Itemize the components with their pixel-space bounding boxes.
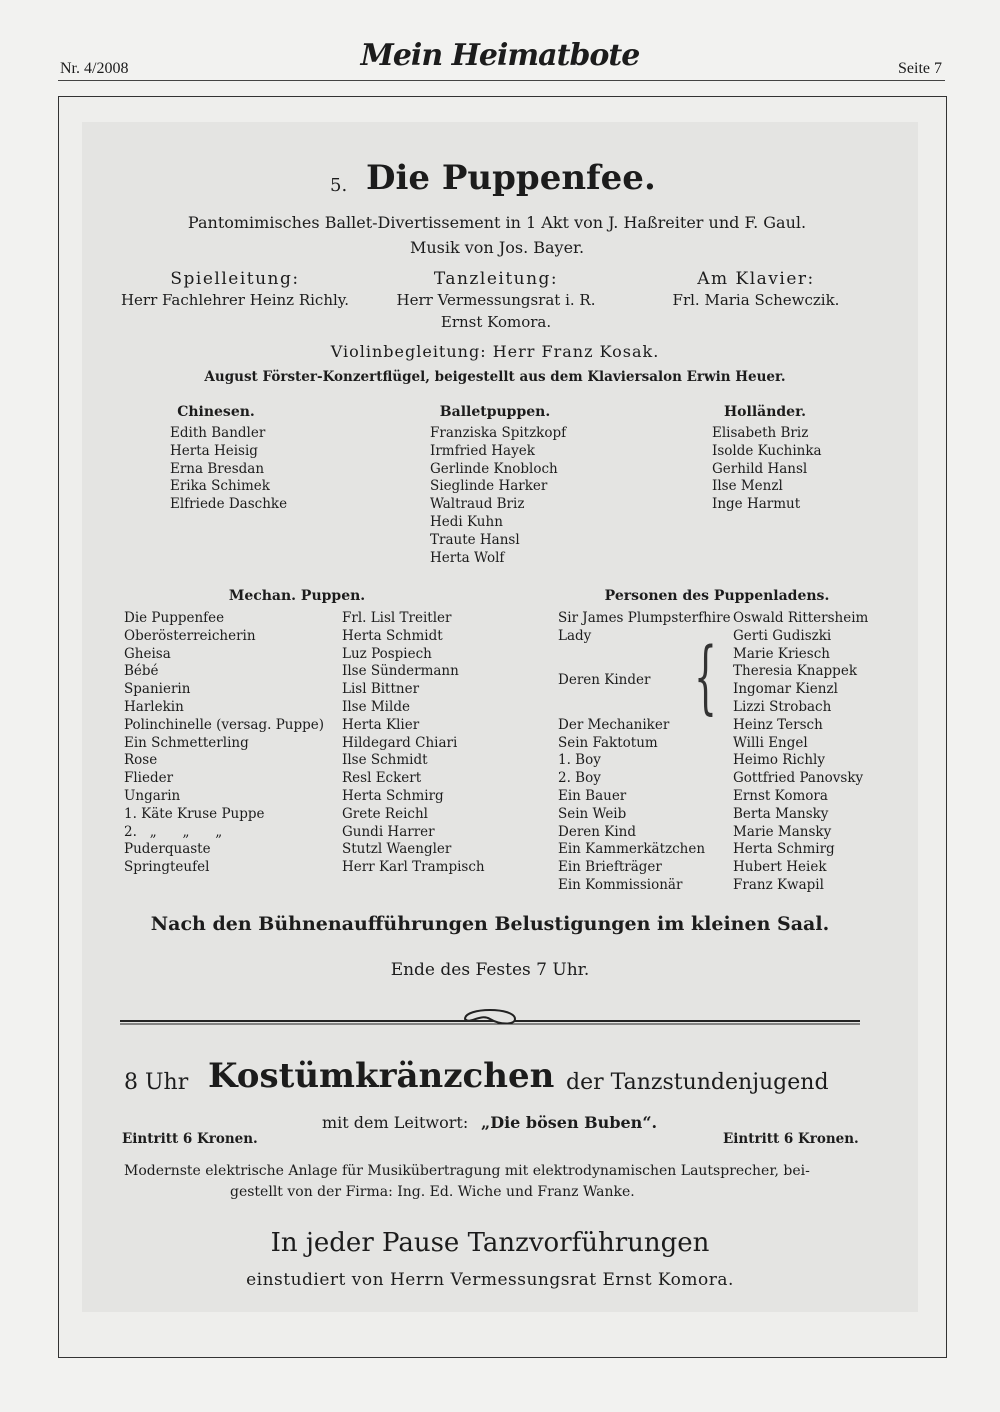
list-item: Herta Schmirg (733, 841, 835, 858)
list-item: Ein Schmetterling (124, 734, 249, 751)
list-item: Erika Schimek (170, 478, 270, 495)
list-item: Ein Kammerkätzchen (558, 841, 706, 858)
list-item: 2. „ „ „ (124, 823, 223, 840)
list-item: Franziska Spitzkopf (430, 425, 567, 441)
list-item: Sein Faktotum (558, 734, 658, 751)
list-item: Gerlinde Knobloch (430, 460, 558, 477)
list-item: Ein Kommissionär (558, 876, 683, 893)
chinesen-list (170, 425, 287, 514)
hollaender-heading: Holländer. (723, 404, 807, 420)
list-item: Sein Weib (558, 805, 627, 822)
list-item: Springteufel (124, 859, 210, 876)
list-item: Hedi Kuhn (430, 513, 503, 530)
list-item: Ilse Milde (342, 698, 410, 715)
list-item: Die Puppenfee (124, 610, 225, 626)
list-item: Edith Bandler (170, 425, 266, 441)
programme-title: Die Puppenfee. (366, 158, 656, 198)
list-item: Ingomar Kienzl (733, 681, 838, 698)
list-item: 1. Boy (558, 752, 601, 769)
piano-note: August Förster-Konzertflügel, beigestellt aus dem Klaviersalon Erwin Heuer. (204, 369, 786, 385)
list-item: Herta Schmirg (342, 787, 444, 804)
list-item: Gottfried Panovsky (733, 770, 864, 787)
klavier-name: Frl. Maria Schewczik. (672, 291, 840, 309)
tanzleitung-label: Tanzleitung: (433, 269, 559, 289)
header-rule (58, 80, 945, 81)
list-item: Herta Heisig (170, 442, 258, 459)
list-item: Herr Karl Trampisch (342, 859, 485, 876)
list-item: Gheisa (124, 645, 171, 662)
list-item: Sieglinde Harker (430, 478, 548, 495)
list-item: Marie Kriesch (733, 645, 830, 662)
list-item: Der Mechaniker (558, 716, 670, 733)
list-item: Ein Bauer (558, 787, 627, 804)
music-credit: Musik von Jos. Bayer. (409, 238, 585, 257)
balletpuppen-list (430, 425, 566, 567)
page-number: Seite 7 (898, 60, 942, 77)
list-item: Deren Kind (558, 823, 636, 840)
list-item: Gerti Gudiszki (733, 627, 832, 644)
item-number: 5. (330, 175, 348, 196)
list-item: Ein Briefträger (558, 859, 662, 876)
list-item: Erna Bresdan (170, 460, 265, 477)
list-item: Resl Eckert (342, 770, 422, 787)
list-item: Waltraud Briz (430, 496, 525, 513)
hollaender-list (712, 425, 822, 514)
entry-fee-left: Eintritt 6 Kronen. (122, 1131, 258, 1147)
spielleitung-label: Spielleitung: (170, 269, 300, 289)
event-subtitle: der Tanzstundenjugend (566, 1070, 829, 1095)
list-item: Spanierin (124, 681, 191, 698)
mechan-heading: Mechan. Puppen. (228, 588, 366, 604)
audio-note-line-1: Modernste elektrische Anlage für Musikübertragung mit elektrodynamischen Lautsprecher, bei- (124, 1163, 810, 1179)
list-item: Oswald Rittersheim (733, 610, 869, 626)
list-item: Herta Schmidt (342, 627, 443, 644)
list-item: Flieder (124, 770, 174, 787)
masthead-logo: Mein Heimatbote (360, 38, 640, 73)
list-item: Ilse Sündermann (342, 663, 459, 680)
pause-heading: In jeder Pause Tanzvorführungen (270, 1228, 710, 1258)
brace: { (694, 630, 717, 723)
end-note: Ende des Festes 7 Uhr. (390, 960, 590, 980)
list-item: Lady (558, 627, 592, 644)
event-title: Kostümkränzchen (208, 1056, 555, 1096)
list-item: Puderquaste (124, 841, 211, 858)
chinesen-heading: Chinesen. (177, 404, 255, 420)
list-item: Heimo Richly (733, 752, 825, 769)
balletpuppen-heading: Balletpuppen. (439, 404, 551, 420)
personen-actors (733, 610, 868, 895)
ornament-divider (120, 1003, 860, 1029)
klavier-label: Am Klavier: (697, 269, 815, 289)
list-item: 2. Boy (558, 770, 601, 787)
mechan-actors (342, 610, 485, 877)
event-time: 8 Uhr (124, 1070, 189, 1095)
tanzleitung-name-2: Ernst Komora. (440, 313, 552, 331)
list-item: Harlekin (124, 698, 184, 715)
audio-note-line-2: gestellt von der Firma: Ing. Ed. Wiche und Franz Wanke. (230, 1184, 635, 1200)
list-item: Frl. Lisl Treitler (342, 610, 452, 626)
list-item: Lizzi Strobach (733, 698, 832, 715)
kinder-label: Deren Kinder (558, 672, 651, 688)
list-item: Gerhild Hansl (712, 460, 808, 477)
programme-subtitle: Pantomimisches Ballet-Divertissement in 1 Akt von J. Haßreiter und F. Gaul. (187, 213, 807, 232)
spielleitung-name: Herr Fachlehrer Heinz Richly. (120, 291, 350, 309)
tanzleitung-name-1: Herr Vermessungsrat i. R. (396, 291, 596, 309)
list-item: Stutzl Waengler (342, 841, 452, 858)
list-item: Heinz Tersch (733, 716, 823, 733)
list-item: Herta Wolf (430, 549, 505, 566)
personen-heading: Personen des Puppenladens. (604, 588, 830, 604)
list-item: Isolde Kuchinka (712, 442, 822, 459)
list-item: Rose (124, 752, 158, 769)
list-item: Luz Pospiech (342, 645, 432, 662)
violin-credit: Violinbegleitung: Herr Franz Kosak. (330, 342, 660, 361)
list-item: Gundi Harrer (342, 823, 435, 840)
entry-fee-right: Eintritt 6 Kronen. (723, 1131, 859, 1147)
motto: „Die bösen Buben“. (481, 1113, 658, 1132)
pause-subheading: einstudiert von Herrn Vermessungsrat Ernst Komora. (246, 1270, 734, 1290)
list-item: Theresia Knappek (733, 663, 857, 680)
motto-prefix: mit dem Leitwort: (322, 1113, 469, 1132)
list-item: Ernst Komora (733, 787, 828, 804)
list-item: Bébé (124, 663, 159, 680)
list-item: Sir James Plumpsterfhire (558, 610, 731, 626)
list-item: Grete Reichl (342, 805, 428, 822)
list-item: Hildegard Chiari (342, 734, 458, 751)
list-item: Traute Hansl (430, 531, 520, 548)
list-item: Lisl Bittner (342, 681, 420, 698)
mechan-roles (124, 610, 324, 877)
list-item: Herta Klier (342, 716, 420, 733)
list-item: Ilse Schmidt (342, 752, 428, 769)
list-item: Polinchinelle (versag. Puppe) (124, 716, 325, 733)
list-item: Marie Mansky (733, 823, 832, 840)
issue-number: Nr. 4/2008 (60, 60, 129, 77)
list-item: Elisabeth Briz (712, 425, 809, 441)
list-item: Irmfried Hayek (430, 442, 535, 459)
list-item: Hubert Heiek (733, 859, 827, 876)
after-performance-note: Nach den Bühnenaufführungen Belustigungen im kleinen Saal. (150, 913, 830, 935)
list-item: 1. Käte Kruse Puppe (124, 805, 265, 822)
list-item: Oberösterreicherin (124, 627, 256, 644)
list-item: Elfriede Daschke (170, 496, 288, 513)
list-item: Willi Engel (733, 734, 808, 751)
list-item: Inge Harmut (712, 496, 801, 513)
list-item: Berta Mansky (733, 805, 829, 822)
list-item: Ungarin (124, 787, 181, 804)
list-item: Ilse Menzl (712, 478, 783, 495)
list-item: Franz Kwapil (733, 876, 824, 893)
